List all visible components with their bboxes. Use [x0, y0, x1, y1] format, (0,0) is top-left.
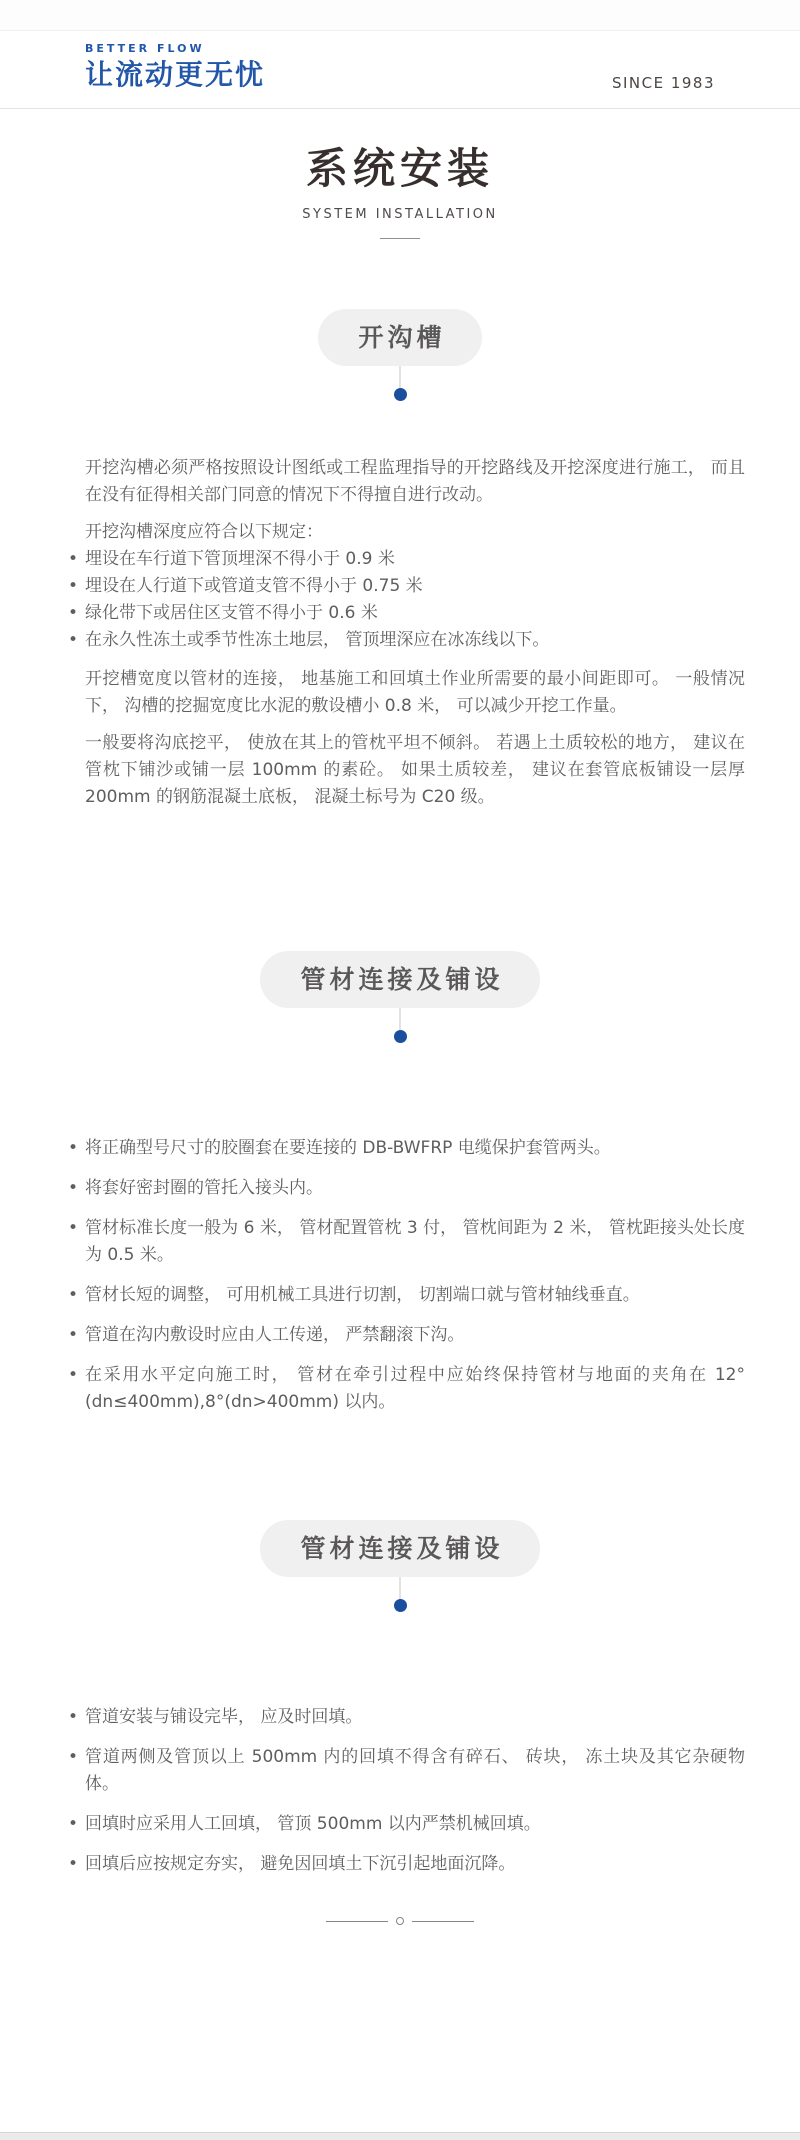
section2-badge: 管材连接及铺设 [260, 951, 539, 1008]
section2-head [0, 951, 800, 1043]
section2-content [85, 1135, 745, 1416]
list-item: • 在永久性冻土或季节性冻土地层， 管顶埋深应在冰冻线以下。 [85, 627, 745, 654]
list-item: • 回填后应按规定夯实， 避免因回填土下沉引起地面沉降。 [85, 1851, 745, 1878]
list-item: • 管道两侧及管顶以上 500mm 内的回填不得含有碎石、 砖块， 冻土块及其它杂硬物体。 [85, 1744, 745, 1798]
list-item: • 将套好密封圈的管托入接头内。 [85, 1175, 745, 1202]
list-item: • 埋设在车行道下管顶埋深不得小于 0.9 米 [85, 546, 745, 573]
page-subtitle: SYSTEM INSTALLATION [302, 207, 498, 222]
section1-badge: 开沟槽 [318, 309, 481, 366]
divider-line [326, 1921, 388, 1922]
section2-dot-icon [394, 1030, 407, 1043]
brand-logo: 让流动更无忧 [85, 58, 266, 91]
section3-content [85, 1704, 745, 1878]
bottom-strip [0, 2132, 800, 2140]
divider-ring-icon [396, 1917, 404, 1925]
list-item: • 绿化带下或居住区支管不得小于 0.6 米 [85, 600, 745, 627]
section3-badge: 管材连接及铺设 [260, 1520, 539, 1577]
footer-divider [0, 1917, 800, 1925]
paragraph: 开挖槽宽度以管材的连接， 地基施工和回填土作业所需要的最小间距即可。 一般情况下， 沟槽的挖掘宽度比水泥的敷设槽小 0.8 米， 可以减少开挖工作量。 [85, 669, 745, 716]
list-item: • 将正确型号尺寸的胶圈套在要连接的 DB-BWFRP 电缆保护套管两头。 [85, 1135, 745, 1162]
paragraph: 一般要将沟底挖平， 使放在其上的管枕平坦不倾斜。 若遇上土质较松的地方， 建议在管枕下铺沙或铺一层 100mm 的素砼。 如果土质较差， 建议在套管底板铺设一层厚 200mm 的钢筋混凝土底板， 混凝土标号为 C20 级。 [85, 733, 745, 807]
connection-list [85, 1135, 745, 1416]
section1-connector-line [399, 366, 401, 388]
rules-list [85, 546, 745, 654]
backfill-list [85, 1704, 745, 1878]
list-item: • 在采用水平定向施工时， 管材在牵引过程中应始终保持管材与地面的夹角在 12°(dn≤400mm),8°(dn>400mm) 以内。 [85, 1362, 745, 1416]
top-hairline [0, 0, 800, 31]
section1-head [0, 309, 800, 401]
list-item: • 管道在沟内敷设时应由人工传递， 严禁翻滚下沟。 [85, 1322, 745, 1349]
list-item: • 回填时应采用人工回填， 管顶 500mm 以内严禁机械回填。 [85, 1811, 745, 1838]
page-title: 系统安装 [305, 144, 494, 193]
list-item: • 管道安装与铺设完毕， 应及时回填。 [85, 1704, 745, 1731]
list-intro: 开挖沟槽深度应符合以下规定： [85, 522, 323, 542]
section3-connector-line [399, 1577, 401, 1599]
header [0, 31, 800, 109]
brand-tagline: BETTER FLOW [85, 42, 205, 55]
divider-line [412, 1921, 474, 1922]
list-item: • 管材长短的调整， 可用机械工具进行切割， 切割端口就与管材轴线垂直。 [85, 1282, 745, 1309]
list-item: • 管材标准长度一般为 6 米， 管材配置管枕 3 付， 管枕间距为 2 米， 管枕距接头处长度为 0.5 米。 [85, 1215, 745, 1269]
section1-dot-icon [394, 388, 407, 401]
section1-content [85, 455, 745, 811]
brand-block [85, 42, 265, 92]
paragraph: 开挖沟槽必须严格按照设计图纸或工程监理指导的开挖路线及开挖深度进行施工， 而且在没有征得相关部门同意的情况下不得擅自进行改动。 [85, 458, 745, 505]
section3-dot-icon [394, 1599, 407, 1612]
list-item: • 埋设在人行道下或管道支管不得小于 0.75 米 [85, 573, 745, 600]
section3-head [0, 1520, 800, 1612]
subtitle-rule [380, 238, 420, 239]
title-block [0, 145, 800, 239]
since-label: SINCE 1983 [611, 74, 715, 92]
section2-connector-line [399, 1008, 401, 1030]
